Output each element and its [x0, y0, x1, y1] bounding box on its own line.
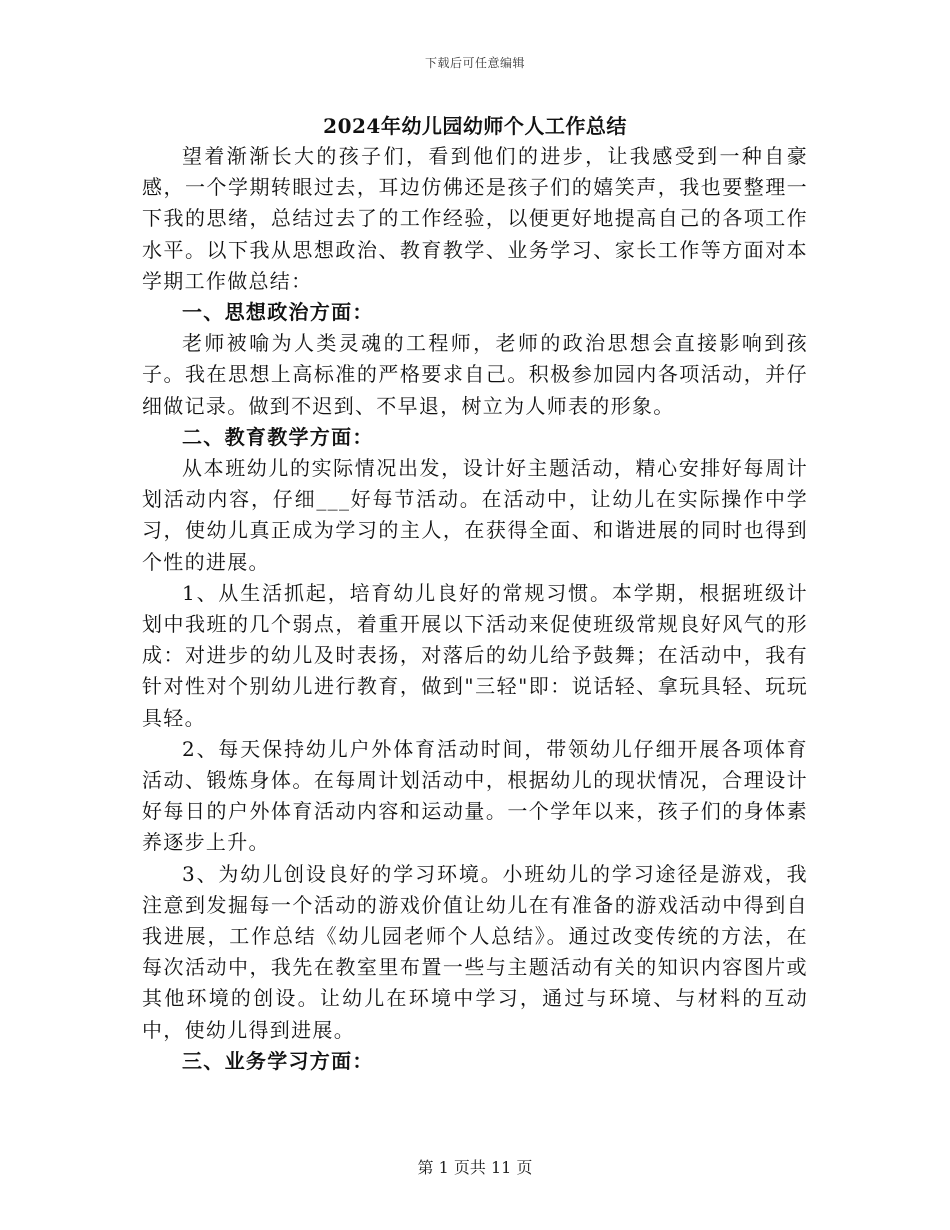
section-heading-political: 一、思想政治方面： — [182, 300, 374, 325]
section-heading-teaching: 二、教育教学方面： — [182, 424, 374, 449]
teaching-paragraph: 从本班幼儿的实际情况出发，设计好主题活动，精心安排好每周计划活动内容，仔细___好每节活动。在活动中，让幼儿在实际操作中学习，使幼儿真正成为学习的主人，在获得全面、和谐进展的同时也得到个性的进展。 — [142, 456, 808, 574]
header-note: 下载后可任意编辑 — [424, 56, 525, 70]
document-body — [142, 141, 808, 1077]
document-title: 2024年幼儿园幼师个人工作总结 — [323, 114, 627, 138]
teaching-point-2: 2、每天保持幼儿户外体育活动时间，带领幼儿仔细开展各项体育活动、锻炼身体。在每周计划活动中，根据幼儿的现状情况，合理设计好每日的户外体育活动内容和运动量。一个学年以来，孩子们的身体素养逐步上升。 — [142, 736, 808, 855]
section-heading-study: 三、业务学习方面： — [182, 1048, 374, 1073]
political-paragraph: 老师被喻为人类灵魂的工程师，老师的政治思想会直接影响到孩子。我在思想上高标准的严格要求自己。积极参加园内各项活动，并仔细做记录。做到不迟到、不早退，树立为人师表的形象。 — [142, 331, 808, 418]
teaching-point-3: 3、为幼儿创设良好的学习环境。小班幼儿的学习途径是游戏，我注意到发掘每一个活动的游戏价值让幼儿在有准备的游戏活动中得到自我进展，工作总结《幼儿园老师个人总结》。通过改变传统的方法，在每次活动中，我先在教室里布置一些与主题活动有关的知识内容图片或其他环境的创设。让幼儿在环境中学习，通过与环境、与材料的互动中，使幼儿得到进展。 — [142, 861, 808, 1042]
intro-paragraph: 望着渐渐长大的孩子们，看到他们的进步，让我感受到一种自豪感，一个学期转眼过去，耳边仿佛还是孩子们的嬉笑声，我也要整理一下我的思绪，总结过去了的工作经验，以便更好地提高自己的各项工作水平。以下我从思想政治、教育教学、业务学习、家长工作等方面对本学期工作做总结： — [142, 144, 808, 293]
page-footer: 第 1 页共 11 页 — [417, 1158, 533, 1177]
teaching-point-1: 1、从生活抓起，培育幼儿良好的常规习惯。本学期，根据班级计划中我班的几个弱点，着重开展以下活动来促使班级常规良好风气的形成：对进步的幼儿及时表扬，对落后的幼儿给予鼓舞；在活动中，我有针对性对个别幼儿进行教育，做到"三轻"即：说话轻、拿玩具轻、玩玩具轻。 — [142, 580, 808, 730]
